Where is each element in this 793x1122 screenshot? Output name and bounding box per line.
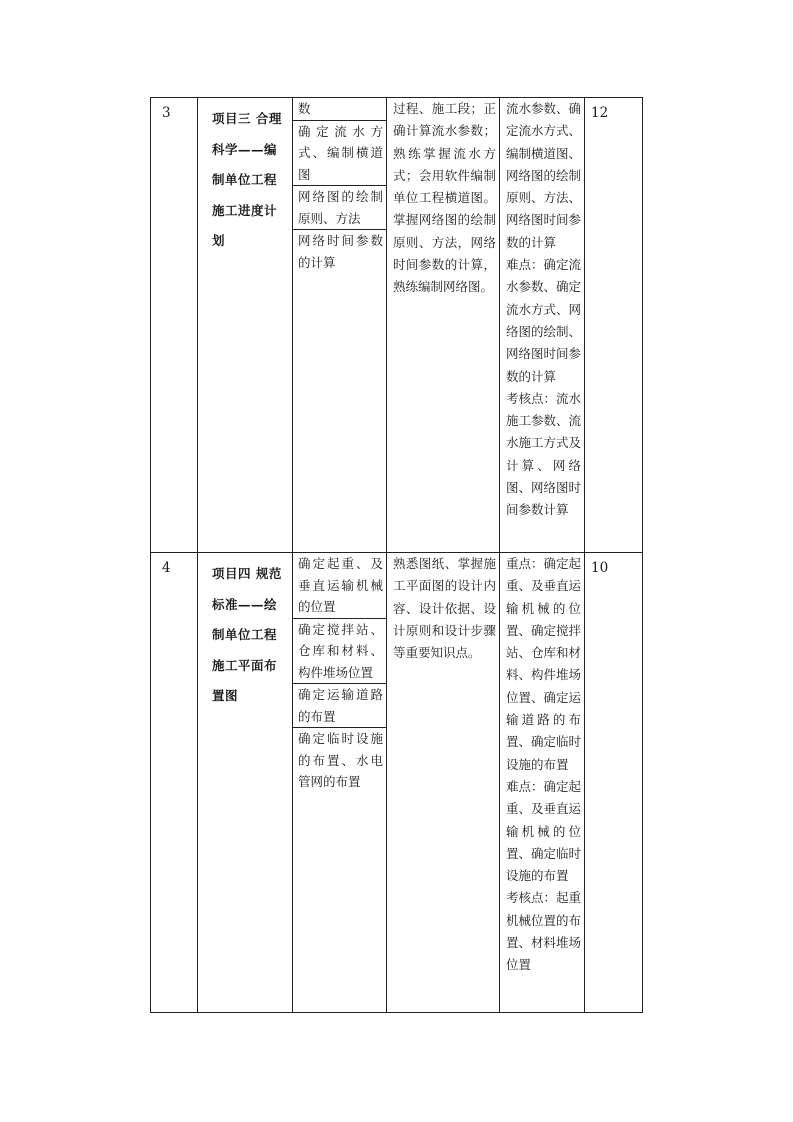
table-row (151, 98, 643, 553)
key-points: 重点：确定起重、及垂直运输机械的位置、确定搅拌站、仓库和材料、构件堆场位置、确定运输道路的布置、确定临时设施的布置 难点：确定起重、及垂直运输机械的位置、确定临时设施的布置 考核点：起重机械位置的布置、材料堆场位置 (500, 553, 585, 1013)
task-list (293, 98, 387, 553)
project-title: 项目四 规范标准——绘制单位工程施工平面布置图 (198, 553, 293, 1013)
task-item: 确定流水方式、编制横道图 (293, 121, 386, 187)
key-points: 流水参数、确定流水方式、编制横道图、网络图的绘制原则、方法、网络图时间参数的计算 难点：确定流水参数、确定流水方式、网络图的绘制、网络图时间参数的计算 考核点：流水施工参数、流水施工方式及计算、网络图、网络图时间参数计算 (500, 98, 585, 553)
task-item: 网络图的绘制原则、方法 (293, 186, 386, 230)
task-list (293, 553, 387, 1013)
task-item: 网络时间参数的计算 (298, 233, 383, 270)
class-hours: 10 (585, 553, 643, 1013)
learning-objectives: 过程、施工段；正确计算流水参数；熟练掌握流水方式；会用软件编制单位工程横道图。掌握网络图的绘制原则、方法，网络时间参数的计算，熟练编制网络图。 (387, 98, 500, 553)
task-item: 确定临时设施的布置、水电管网的布置 (298, 731, 383, 789)
task-item: 数 (293, 98, 386, 121)
learning-objectives: 熟悉图纸、掌握施工平面图的设计内容、设计依据、设计原则和设计步骤等重要知识点。 (387, 553, 500, 1013)
task-item: 确定搅拌站、仓库和材料、构件堆场位置 (293, 619, 386, 685)
class-hours: 12 (585, 98, 643, 553)
task-item: 确定运输道路的布置 (293, 684, 386, 728)
row-number: 3 (151, 98, 198, 553)
curriculum-table (150, 97, 643, 1013)
row-number: 4 (151, 553, 198, 1013)
task-item: 确定起重、及垂直运输机械的位置 (293, 553, 386, 619)
table-row (151, 553, 643, 1013)
project-title: 项目三 合理科学——编制单位工程施工进度计划 (198, 98, 293, 553)
